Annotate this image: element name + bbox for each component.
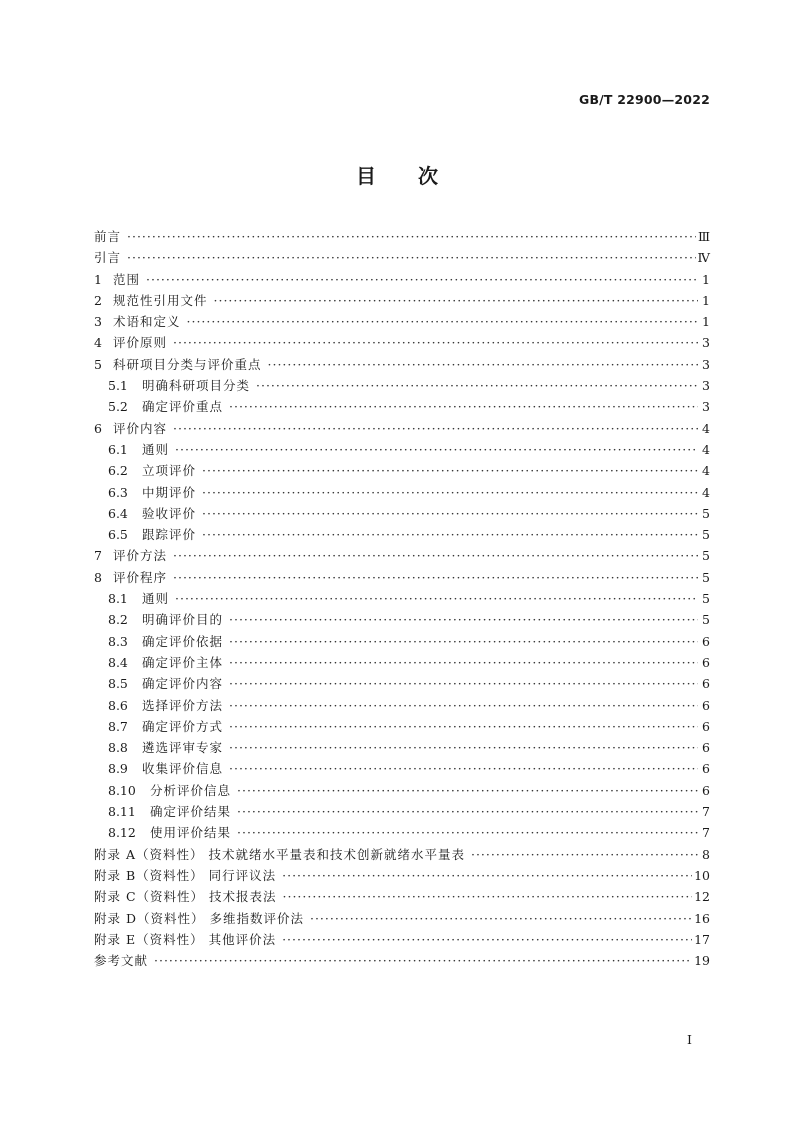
- dot-leader: [173, 545, 698, 566]
- dot-leader: [187, 311, 698, 332]
- toc-entry[interactable]: [94, 695, 710, 716]
- toc-entry-title: 引言: [94, 250, 122, 266]
- toc-entry-title: 跟踪评价: [142, 527, 197, 543]
- dot-leader: [310, 908, 692, 929]
- toc-entry[interactable]: [94, 269, 710, 290]
- toc-entry-title: 选择评价方法: [142, 697, 224, 713]
- toc-entry-page: 7: [702, 825, 710, 841]
- toc-entry-number: 8: [94, 569, 102, 585]
- toc-entry-number: 8.7: [108, 718, 128, 734]
- toc-entry-page: 6: [702, 676, 710, 692]
- dot-leader: [282, 865, 692, 886]
- toc-entry-title: 科研项目分类与评价重点: [113, 356, 262, 372]
- dot-leader: [471, 844, 698, 865]
- toc-entry-page: 6: [702, 654, 710, 670]
- dot-leader: [282, 929, 692, 950]
- toc-entry-title: 通则: [142, 441, 170, 457]
- toc-entry-page: 16: [694, 910, 710, 926]
- toc-entry-title: 评价方法: [113, 548, 168, 564]
- toc-entry-number: 8.9: [108, 761, 128, 777]
- toc-entry-number: 5.1: [108, 378, 128, 394]
- toc-entry-title: 验收评价: [142, 505, 197, 521]
- toc-entry-page: Ⅳ: [697, 250, 710, 266]
- toc-entry[interactable]: [94, 631, 710, 652]
- toc-entry-page: 10: [694, 867, 710, 883]
- toc-list: [94, 226, 710, 971]
- dot-leader: [229, 737, 698, 758]
- dot-leader: [154, 950, 692, 971]
- toc-entry[interactable]: [94, 503, 710, 524]
- toc-entry-page: 5: [702, 591, 710, 607]
- toc-entry-number: 2: [94, 292, 102, 308]
- toc-entry[interactable]: [94, 418, 710, 439]
- toc-entry-title: 确定评价内容: [142, 676, 224, 692]
- toc-entry[interactable]: [94, 673, 710, 694]
- dot-leader: [146, 269, 698, 290]
- toc-entry[interactable]: [94, 950, 710, 971]
- dot-leader: [283, 886, 693, 907]
- toc-entry-page: 5: [702, 505, 710, 521]
- toc-entry-title: 附录 D（资料性） 多维指数评价法: [94, 910, 304, 926]
- toc-entry-number: 8.12: [108, 825, 136, 841]
- toc-entry-number: 5: [94, 356, 102, 372]
- toc-entry[interactable]: [94, 247, 710, 268]
- toc-entry-number: 8.4: [108, 654, 128, 670]
- dot-leader: [237, 801, 698, 822]
- dot-leader: [229, 396, 698, 417]
- toc-entry-title: 附录 B（资料性） 同行评议法: [94, 867, 277, 883]
- toc-entry-page: 12: [694, 889, 710, 905]
- toc-entry-number: 6.2: [108, 463, 128, 479]
- toc-entry[interactable]: [94, 226, 710, 247]
- toc-entry[interactable]: [94, 844, 710, 865]
- dot-leader: [173, 418, 698, 439]
- dot-leader: [202, 482, 698, 503]
- toc-entry-number: 8.5: [108, 676, 128, 692]
- toc-entry[interactable]: [94, 311, 710, 332]
- dot-leader: [229, 716, 698, 737]
- toc-entry-title: 明确评价目的: [142, 612, 224, 628]
- toc-entry-title: 附录 C（资料性） 技术报表法: [94, 889, 277, 905]
- toc-entry[interactable]: [94, 290, 710, 311]
- toc-entry-title: 中期评价: [142, 484, 197, 500]
- toc-entry[interactable]: [94, 929, 710, 950]
- toc-entry-number: 6.1: [108, 441, 128, 457]
- toc-entry-page: 3: [702, 378, 710, 394]
- dot-leader: [214, 290, 698, 311]
- toc-entry[interactable]: [94, 439, 710, 460]
- dot-leader: [229, 695, 698, 716]
- toc-entry-number: 1: [94, 271, 102, 287]
- toc-title-char-2: 次: [418, 164, 438, 188]
- toc-entry-title: 确定评价重点: [142, 399, 224, 415]
- toc-entry[interactable]: [94, 545, 710, 566]
- toc-entry-page: 3: [702, 356, 710, 372]
- dot-leader: [229, 652, 698, 673]
- toc-title-char-1: 目: [356, 164, 376, 188]
- toc-entry-page: 1: [702, 271, 710, 287]
- dot-leader: [237, 822, 698, 843]
- page-number: I: [687, 1032, 692, 1047]
- toc-entry-number: 7: [94, 548, 102, 564]
- toc-entry-page: 6: [702, 718, 710, 734]
- toc-entry[interactable]: [94, 332, 710, 353]
- toc-entry-number: 4: [94, 335, 102, 351]
- toc-entry[interactable]: [94, 482, 710, 503]
- toc-entry[interactable]: [94, 588, 710, 609]
- toc-entry-page: 8: [702, 846, 710, 862]
- toc-entry-number: 8.1: [108, 591, 128, 607]
- toc-entry-page: 6: [702, 633, 710, 649]
- toc-entry-number: 6.5: [108, 527, 128, 543]
- toc-entry-page: 4: [702, 484, 710, 500]
- toc-entry-number: 6.4: [108, 505, 128, 521]
- dot-leader: [229, 673, 698, 694]
- dot-leader: [127, 247, 695, 268]
- toc-entry[interactable]: [94, 609, 710, 630]
- toc-entry-title: 术语和定义: [113, 314, 181, 330]
- toc-entry-page: 1: [702, 314, 710, 330]
- toc-entry[interactable]: [94, 865, 710, 886]
- toc-entry[interactable]: [94, 822, 710, 843]
- toc-entry-title: 确定评价主体: [142, 654, 224, 670]
- toc-entry[interactable]: [94, 524, 710, 545]
- toc-entry-number: 6: [94, 420, 102, 436]
- toc-entry-page: 4: [702, 463, 710, 479]
- toc-entry-page: 6: [702, 697, 710, 713]
- toc-entry-title: 参考文献: [94, 953, 149, 969]
- toc-entry[interactable]: [94, 737, 710, 758]
- toc-entry-page: 1: [702, 292, 710, 308]
- toc-entry-title: 分析评价信息: [150, 782, 232, 798]
- toc-entry-title: 遴选评审专家: [142, 740, 224, 756]
- toc-entry-title: 评价原则: [113, 335, 168, 351]
- toc-entry-page: 5: [702, 548, 710, 564]
- toc-entry-page: 17: [694, 931, 710, 947]
- toc-entry-title: 使用评价结果: [150, 825, 232, 841]
- dot-leader: [175, 439, 698, 460]
- toc-entry-page: 3: [702, 399, 710, 415]
- dot-leader: [202, 524, 698, 545]
- toc-entry-title: 附录 A（资料性） 技术就绪水平量表和技术创新就绪水平量表: [94, 846, 465, 862]
- toc-entry-title: 范围: [113, 271, 141, 287]
- toc-entry-page: 4: [702, 420, 710, 436]
- toc-entry-number: 8.6: [108, 697, 128, 713]
- toc-entry[interactable]: [94, 780, 710, 801]
- dot-leader: [202, 460, 698, 481]
- toc-entry-page: 6: [702, 782, 710, 798]
- toc-entry[interactable]: [94, 801, 710, 822]
- toc-entry-page: 3: [702, 335, 710, 351]
- toc-entry-number: 6.3: [108, 484, 128, 500]
- toc-entry-title: 规范性引用文件: [113, 292, 208, 308]
- toc-entry[interactable]: [94, 460, 710, 481]
- toc-entry-page: Ⅲ: [697, 229, 710, 244]
- toc-entry-title: 确定评价方式: [142, 718, 224, 734]
- toc-entry-number: 5.2: [108, 399, 128, 415]
- toc-entry[interactable]: [94, 908, 710, 929]
- toc-entry[interactable]: [94, 886, 710, 907]
- toc-entry[interactable]: [94, 354, 710, 375]
- dot-leader: [237, 780, 698, 801]
- dot-leader: [229, 758, 698, 779]
- toc-entry-title: 明确科研项目分类: [142, 378, 251, 394]
- toc-entry-page: 5: [702, 569, 710, 585]
- standard-code: GB/T 22900—2022: [578, 92, 710, 107]
- toc-entry-number: 8.10: [108, 782, 136, 798]
- dot-leader: [173, 332, 698, 353]
- toc-entry-number: 3: [94, 314, 102, 330]
- toc-entry-title: 确定评价结果: [150, 804, 232, 820]
- toc-entry-title: 收集评价信息: [142, 761, 224, 777]
- toc-entry-title: 确定评价依据: [142, 633, 224, 649]
- toc-entry-page: 4: [702, 441, 710, 457]
- toc-entry-number: 8.11: [108, 804, 136, 820]
- toc-entry-page: 6: [702, 761, 710, 777]
- toc-entry[interactable]: [94, 758, 710, 779]
- toc-entry-number: 8.8: [108, 740, 128, 756]
- dot-leader: [202, 503, 698, 524]
- toc-entry[interactable]: [94, 652, 710, 673]
- toc-entry[interactable]: [94, 567, 710, 588]
- toc-entry-title: 评价内容: [113, 420, 168, 436]
- toc-entry-number: 8.2: [108, 612, 128, 628]
- toc-entry-title: 评价程序: [113, 569, 168, 585]
- toc-entry-title: 通则: [142, 591, 170, 607]
- toc-entry-title: 立项评价: [142, 463, 197, 479]
- toc-entry-page: 6: [702, 740, 710, 756]
- toc-title: [0, 160, 794, 189]
- dot-leader: [127, 226, 696, 247]
- dot-leader: [175, 588, 698, 609]
- toc-entry[interactable]: [94, 375, 710, 396]
- dot-leader: [268, 354, 698, 375]
- dot-leader: [256, 375, 698, 396]
- toc-entry-page: 19: [694, 953, 710, 969]
- toc-entry-page: 5: [702, 612, 710, 628]
- toc-entry-title: 前言: [94, 229, 122, 244]
- toc-entry-page: 5: [702, 527, 710, 543]
- toc-entry[interactable]: [94, 716, 710, 737]
- dot-leader: [229, 609, 698, 630]
- toc-entry-page: 7: [702, 804, 710, 820]
- toc-entry[interactable]: [94, 396, 710, 417]
- dot-leader: [229, 631, 698, 652]
- toc-entry-title: 附录 E（资料性） 其他评价法: [94, 931, 277, 947]
- dot-leader: [173, 567, 698, 588]
- toc-entry-number: 8.3: [108, 633, 128, 649]
